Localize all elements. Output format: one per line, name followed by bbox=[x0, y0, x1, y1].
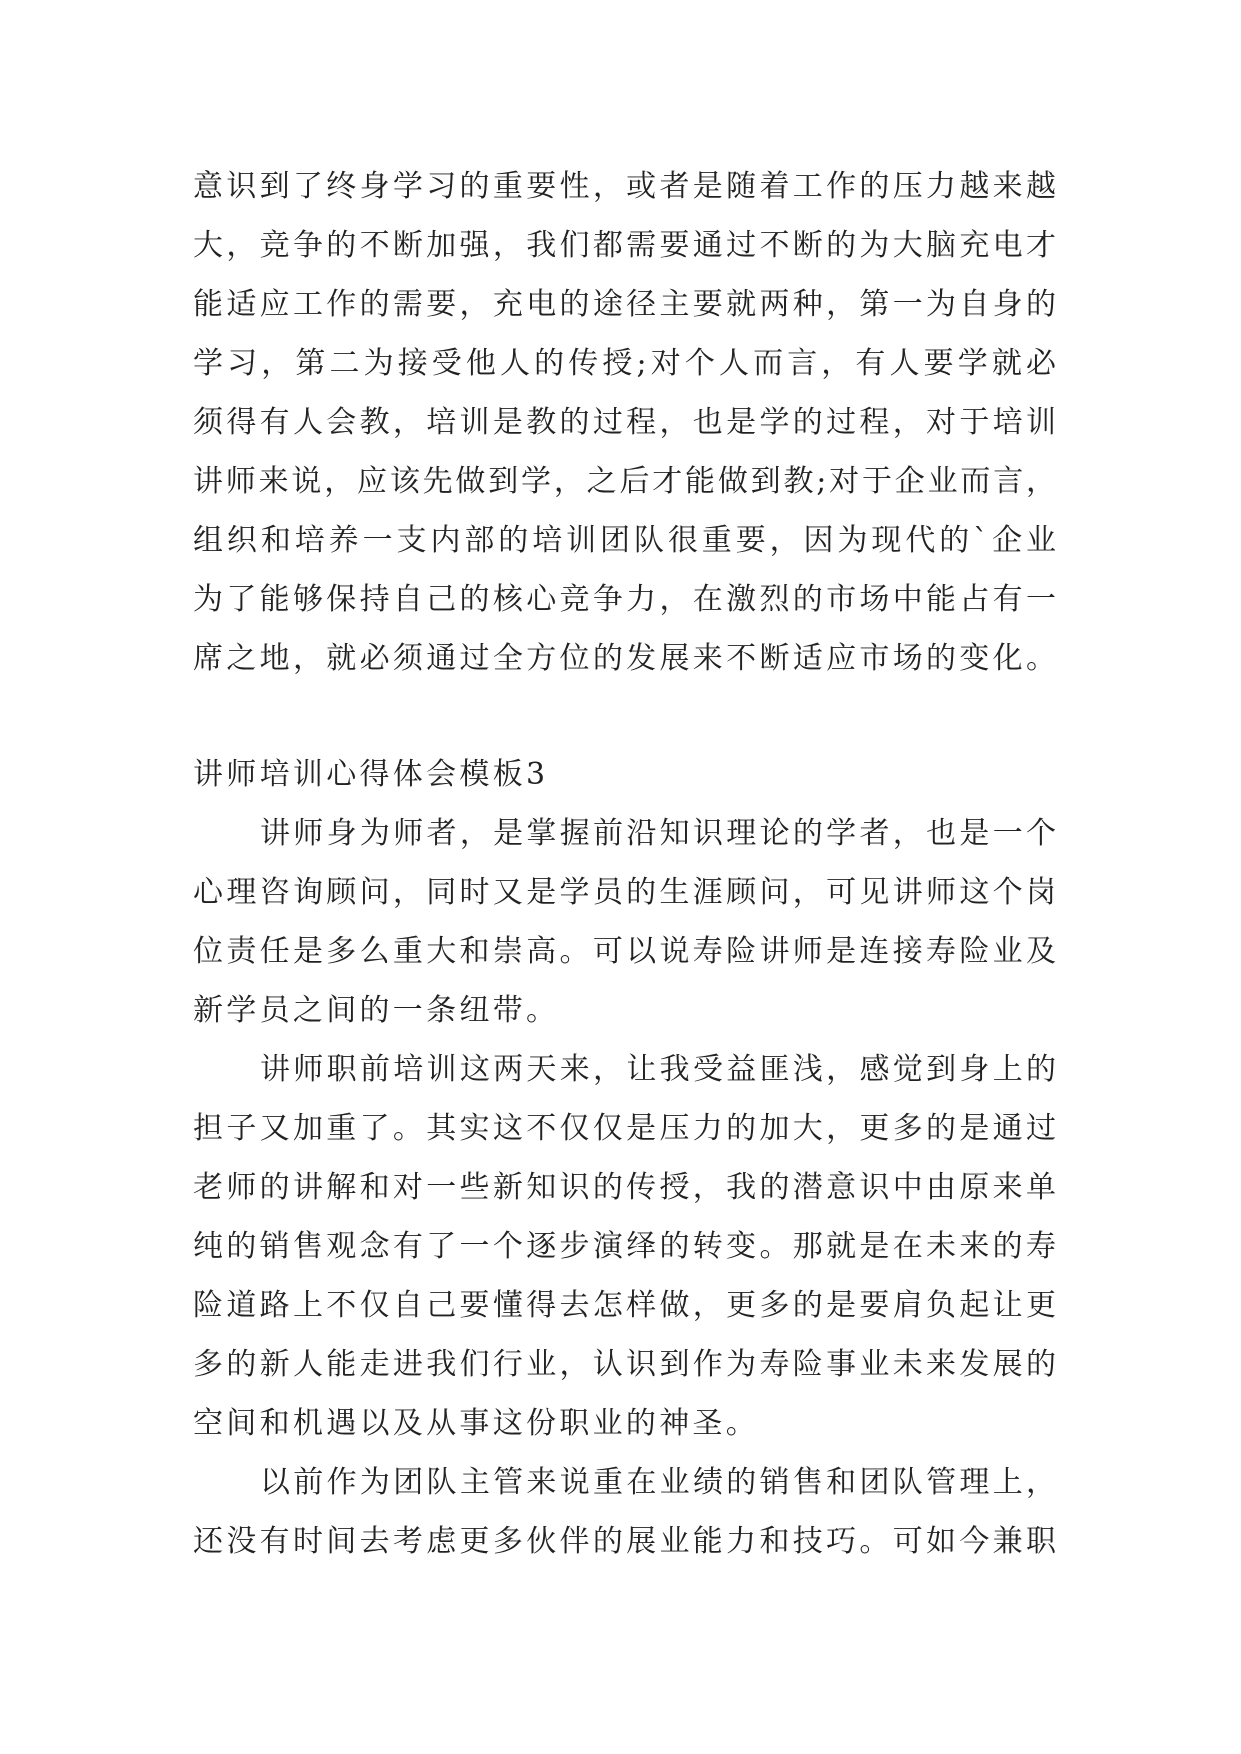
text-line: 位责任是多么重大和崇高。可以说寿险讲师是连接寿险业及 bbox=[193, 934, 1058, 969]
text-line: 学习，第二为接受他人的传授;对个人而言，有人要学就必 bbox=[193, 346, 1058, 381]
paragraph bbox=[193, 1453, 1058, 1571]
document-body bbox=[193, 157, 1058, 1571]
section-heading: 讲师培训心得体会模板3 bbox=[193, 757, 549, 792]
text-line: 能适应工作的需要，充电的途径主要就两种，第一为自身的 bbox=[193, 287, 1058, 322]
text-line: 空间和机遇以及从事这份职业的神圣。 bbox=[193, 1406, 760, 1441]
paragraph bbox=[193, 804, 1058, 1040]
text-line: 大，竞争的不断加强，我们都需要通过不断的为大脑充电才 bbox=[193, 228, 1058, 263]
text-line: 多的新人能走进我们行业，认识到作为寿险事业未来发展的 bbox=[193, 1347, 1058, 1382]
text-line: 组织和培养一支内部的培训团队很重要，因为现代的`企业 bbox=[193, 523, 1058, 558]
text-line: 还没有时间去考虑更多伙伴的展业能力和技巧。可如今兼职 bbox=[193, 1524, 1058, 1559]
text-line: 讲师职前培训这两天来，让我受益匪浅，感觉到身上的 bbox=[260, 1052, 1058, 1087]
continued-paragraph bbox=[193, 157, 1058, 688]
text-line: 以前作为团队主管来说重在业绩的销售和团队管理上， bbox=[260, 1465, 1058, 1500]
text-line: 心理咨询顾问，同时又是学员的生涯顾问，可见讲师这个岗 bbox=[193, 875, 1058, 910]
text-line: 为了能够保持自己的核心竞争力，在激烈的市场中能占有一 bbox=[193, 582, 1058, 617]
paragraph bbox=[193, 1040, 1058, 1453]
text-line: 讲师来说，应该先做到学，之后才能做到教;对于企业而言， bbox=[193, 464, 1058, 499]
text-line: 老师的讲解和对一些新知识的传授，我的潜意识中由原来单 bbox=[193, 1170, 1058, 1205]
text-line: 须得有人会教，培训是教的过程，也是学的过程，对于培训 bbox=[193, 405, 1058, 440]
text-line: 险道路上不仅自己要懂得去怎样做，更多的是要肩负起让更 bbox=[193, 1288, 1058, 1323]
text-line: 意识到了终身学习的重要性，或者是随着工作的压力越来越 bbox=[193, 169, 1058, 204]
text-line: 担子又加重了。其实这不仅仅是压力的加大，更多的是通过 bbox=[193, 1111, 1058, 1146]
text-line: 席之地，就必须通过全方位的发展来不断适应市场的变化。 bbox=[193, 641, 1058, 676]
text-line: 纯的销售观念有了一个逐步演绎的转变。那就是在未来的寿 bbox=[193, 1229, 1058, 1264]
text-line: 新学员之间的一条纽带。 bbox=[193, 993, 560, 1028]
text-line: 讲师身为师者，是掌握前沿知识理论的学者，也是一个 bbox=[260, 816, 1058, 851]
